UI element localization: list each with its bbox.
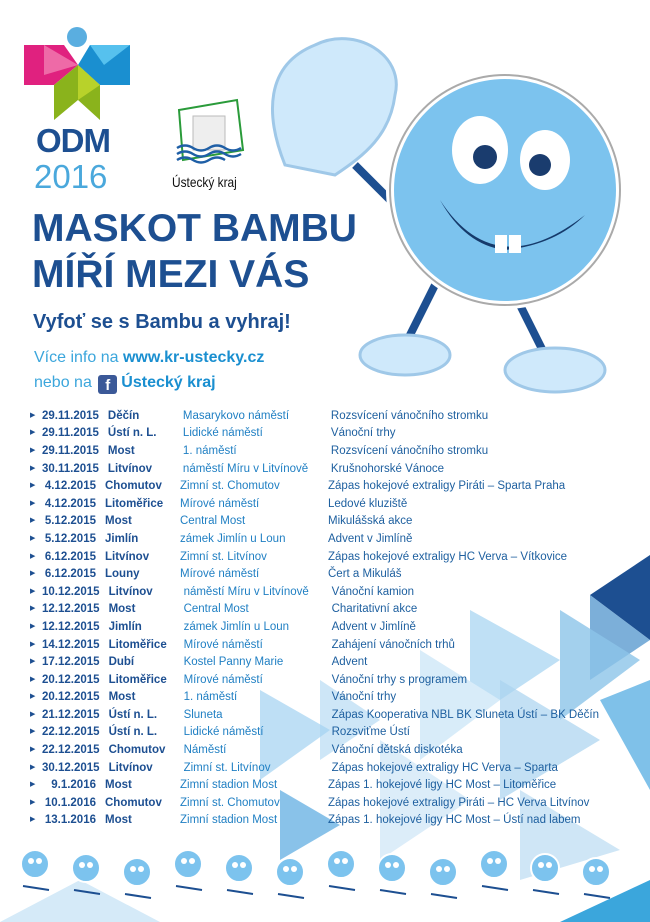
odm-logo-year: 2016 <box>34 158 108 195</box>
event-place: Central Most <box>180 515 246 528</box>
events-table <box>30 407 645 829</box>
event-place: Zimní st. Litvínov <box>180 550 267 563</box>
mini-mascot-icon <box>480 850 508 890</box>
info-prefix-2: nebo na <box>34 374 92 391</box>
bullet-arrow-icon: ▶ <box>30 517 36 525</box>
mini-mascot-icon <box>225 854 253 894</box>
event-city: Litvínov <box>108 585 153 598</box>
event-date: 30.12.2015 <box>42 761 100 774</box>
event-row <box>30 477 645 495</box>
mini-mascot-icon <box>174 850 202 890</box>
event-place: Masarykovo náměstí <box>182 409 290 422</box>
event-event: Vánoční trhy <box>331 691 397 704</box>
facebook-icon: f <box>98 375 117 394</box>
event-row <box>30 759 645 777</box>
event-event: Ledové kluziště <box>328 497 408 510</box>
event-date: 10.12.2015 <box>42 585 100 598</box>
info-prefix: Více info na <box>34 349 119 366</box>
event-event: Mikulášská akce <box>328 515 413 528</box>
event-date: 29.11.2015 <box>42 427 99 440</box>
event-city: Dubí <box>108 656 135 669</box>
bullet-arrow-icon: ▶ <box>30 570 36 578</box>
event-date: 9.1.2016 <box>51 779 96 792</box>
event-place: Zimní st. Chomutov <box>180 796 280 809</box>
event-row <box>30 513 645 531</box>
ustecky-kraj-label: Ústecký kraj <box>172 174 237 190</box>
event-place: Zimní stadion Most <box>180 779 278 792</box>
event-place: Kostel Panny Marie <box>183 656 284 669</box>
event-place: Zimní stadion Most <box>180 814 278 827</box>
event-place: náměstí Míru v Litvínově <box>183 585 309 598</box>
event-city: Jimlín <box>108 620 142 633</box>
bullet-arrow-icon: ▶ <box>30 675 36 683</box>
event-place: 1. náměstí <box>182 444 237 457</box>
event-event: Charitativní akce <box>331 603 418 616</box>
bullet-arrow-icon: ▶ <box>30 658 36 666</box>
bullet-arrow-icon: ▶ <box>30 763 36 771</box>
event-date: 29.11.2015 <box>42 409 99 422</box>
event-city: Jimlín <box>105 532 139 545</box>
mini-mascot-icon <box>531 854 559 894</box>
event-row <box>30 724 645 742</box>
event-row <box>30 425 645 443</box>
event-date: 21.12.2015 <box>42 708 100 721</box>
event-city: Litvínov <box>107 462 153 475</box>
event-date: 14.12.2015 <box>42 638 100 651</box>
event-event: Zápas hokejové extraligy HC Verva – Vítkovice <box>328 550 568 563</box>
event-event: Krušnohorské Vánoce <box>330 462 445 475</box>
event-place: Zimní st. Chomutov <box>180 480 280 493</box>
event-row <box>30 548 645 566</box>
event-date: 4.12.2015 <box>44 480 96 493</box>
event-city: Litvínov <box>108 761 153 774</box>
bullet-arrow-icon: ▶ <box>30 746 36 754</box>
event-city: Most <box>105 779 132 792</box>
event-event: Rozsviťme Ústí <box>331 726 410 739</box>
event-event: Advent v Jimlíně <box>328 532 413 545</box>
event-event: Vánoční kamion <box>331 585 415 598</box>
event-date: 6.12.2015 <box>44 568 96 581</box>
event-date: 5.12.2015 <box>44 515 96 528</box>
event-place: Mírové náměstí <box>183 673 263 686</box>
event-date: 5.12.2015 <box>44 532 96 545</box>
headline <box>32 206 357 298</box>
event-place: Náměstí <box>183 744 227 757</box>
event-row <box>30 636 645 654</box>
headline-line-2: MÍŘÍ MEZI VÁS <box>32 253 310 296</box>
mini-mascot-icon <box>378 854 406 894</box>
event-row <box>30 583 645 601</box>
bullet-arrow-icon: ▶ <box>30 781 36 789</box>
bullet-arrow-icon: ▶ <box>30 429 36 437</box>
event-event: Zápas hokejové extraligy Piráti – Sparta Praha <box>328 480 566 493</box>
event-event: Zahájení vánočních trhů <box>331 638 455 651</box>
event-row <box>30 812 645 830</box>
bullet-arrow-icon: ▶ <box>30 693 36 701</box>
event-row <box>30 706 645 724</box>
bullet-arrow-icon: ▶ <box>30 640 36 648</box>
event-place: Mírové náměstí <box>183 638 263 651</box>
event-row <box>30 671 645 689</box>
bullet-arrow-icon: ▶ <box>30 605 36 613</box>
bullet-arrow-icon: ▶ <box>30 622 36 630</box>
event-event: Rozsvícení vánočního stromku <box>330 444 489 457</box>
ustecky-kraj-emblem-icon <box>173 98 245 168</box>
event-city: Louny <box>105 568 140 581</box>
event-event: Zápas Kooperativa NBL BK Sluneta Ústí – BK Děčín <box>331 708 599 721</box>
event-place: zámek Jimlín u Loun <box>183 620 290 633</box>
event-event: Zápas 1. hokejové ligy HC Most – Ústí nad labem <box>328 814 581 827</box>
bullet-arrow-icon: ▶ <box>30 552 36 560</box>
event-row <box>30 776 645 794</box>
event-row <box>30 530 645 548</box>
headline-line-1: MASKOT BAMBU <box>32 207 357 250</box>
bullet-arrow-icon: ▶ <box>30 464 36 472</box>
event-row <box>30 460 645 478</box>
event-city: Ústí n. L. <box>108 708 158 721</box>
event-city: Litvínov <box>105 550 150 563</box>
mini-mascot-icon <box>582 858 610 898</box>
bullet-arrow-icon: ▶ <box>30 728 36 736</box>
event-event: Advent v Jimlíně <box>331 620 416 633</box>
event-date: 22.12.2015 <box>42 726 100 739</box>
event-place: Sluneta <box>183 708 223 721</box>
event-date: 10.1.2016 <box>44 796 96 809</box>
event-city: Chomutov <box>105 480 162 493</box>
info-block <box>34 345 264 395</box>
bullet-arrow-icon: ▶ <box>30 798 36 806</box>
mini-mascot-icon <box>327 850 355 890</box>
event-event: Advent <box>331 656 368 669</box>
event-date: 17.12.2015 <box>42 656 100 669</box>
event-event: Vánoční trhy <box>330 427 396 440</box>
event-city: Chomutov <box>105 796 162 809</box>
event-place: Central Most <box>183 603 249 616</box>
event-row <box>30 601 645 619</box>
event-event: Rozsvícení vánočního stromku <box>330 409 489 422</box>
subtitle: Vyfoť se s Bambu a vyhraj! <box>33 311 291 333</box>
event-event: Zápas hokejové extraligy HC Verva – Sparta <box>331 761 558 774</box>
event-date: 29.11.2015 <box>42 444 99 457</box>
event-city: Chomutov <box>108 744 166 757</box>
event-place: zámek Jimlín u Loun <box>180 532 286 545</box>
mini-mascot-icon <box>429 858 457 898</box>
event-place: Lidické náměstí <box>183 726 264 739</box>
event-place: Lidické náměstí <box>182 427 263 440</box>
event-row <box>30 407 645 425</box>
event-date: 6.12.2015 <box>44 550 96 563</box>
event-row <box>30 442 645 460</box>
event-date: 12.12.2015 <box>42 603 100 616</box>
bullet-arrow-icon: ▶ <box>30 816 36 824</box>
event-event: Zápas 1. hokejové ligy HC Most – Litoměřice <box>328 779 557 792</box>
event-city: Most <box>108 603 136 616</box>
facebook-page-link[interactable]: Ústecký kraj <box>121 374 216 391</box>
event-place: Mírové náměstí <box>180 568 260 581</box>
event-event: Čert a Mikuláš <box>328 568 402 581</box>
event-date: 22.12.2015 <box>42 744 100 757</box>
event-date: 20.12.2015 <box>42 691 100 704</box>
mini-mascot-icon <box>123 858 151 898</box>
mini-mascot-icon <box>72 854 100 894</box>
event-event: Vánoční trhy s programem <box>331 673 468 686</box>
event-row <box>30 794 645 812</box>
bullet-arrow-icon: ▶ <box>30 482 36 490</box>
event-city: Most <box>105 515 132 528</box>
mascot-sports-strip <box>0 842 650 922</box>
event-row <box>30 653 645 671</box>
event-city: Most <box>108 691 136 704</box>
bullet-arrow-icon: ▶ <box>30 587 36 595</box>
mini-mascot-icon <box>276 858 304 898</box>
event-date: 20.12.2015 <box>42 673 100 686</box>
event-row <box>30 741 645 759</box>
odm-logo-icon <box>24 25 132 120</box>
event-date: 30.11.2015 <box>42 462 99 475</box>
event-place: Zimní st. Litvínov <box>183 761 271 774</box>
event-city: Litoměřice <box>108 638 167 651</box>
event-date: 12.12.2015 <box>42 620 100 633</box>
event-event: Zápas hokejové extraligy Piráti – HC Verva Litvínov <box>328 796 590 809</box>
event-row <box>30 618 645 636</box>
event-city: Most <box>105 814 132 827</box>
event-place: náměstí Míru v Litvínově <box>182 462 309 475</box>
event-city: Ústí n. L. <box>107 427 157 440</box>
website-link[interactable]: www.kr-ustecky.cz <box>122 349 265 366</box>
event-row <box>30 495 645 513</box>
mini-mascot-icon <box>21 850 49 890</box>
event-city: Litoměřice <box>108 673 167 686</box>
event-place: Mírové náměstí <box>180 497 260 510</box>
event-city: Most <box>107 444 135 457</box>
event-event: Vánoční dětská diskotéka <box>331 744 463 757</box>
bullet-arrow-icon: ▶ <box>30 411 36 419</box>
bullet-arrow-icon: ▶ <box>30 499 36 507</box>
event-city: Děčín <box>107 409 140 422</box>
bullet-arrow-icon: ▶ <box>30 534 36 542</box>
event-date: 4.12.2015 <box>44 497 96 510</box>
event-city: Litoměřice <box>105 497 164 510</box>
odm-logo-text: ODM <box>36 122 110 159</box>
event-row <box>30 565 645 583</box>
event-place: 1. náměstí <box>183 691 238 704</box>
event-date: 13.1.2016 <box>44 814 96 827</box>
event-city: Ústí n. L. <box>108 726 158 739</box>
bullet-arrow-icon: ▶ <box>30 446 36 454</box>
bullet-arrow-icon: ▶ <box>30 710 36 718</box>
event-row <box>30 689 645 707</box>
